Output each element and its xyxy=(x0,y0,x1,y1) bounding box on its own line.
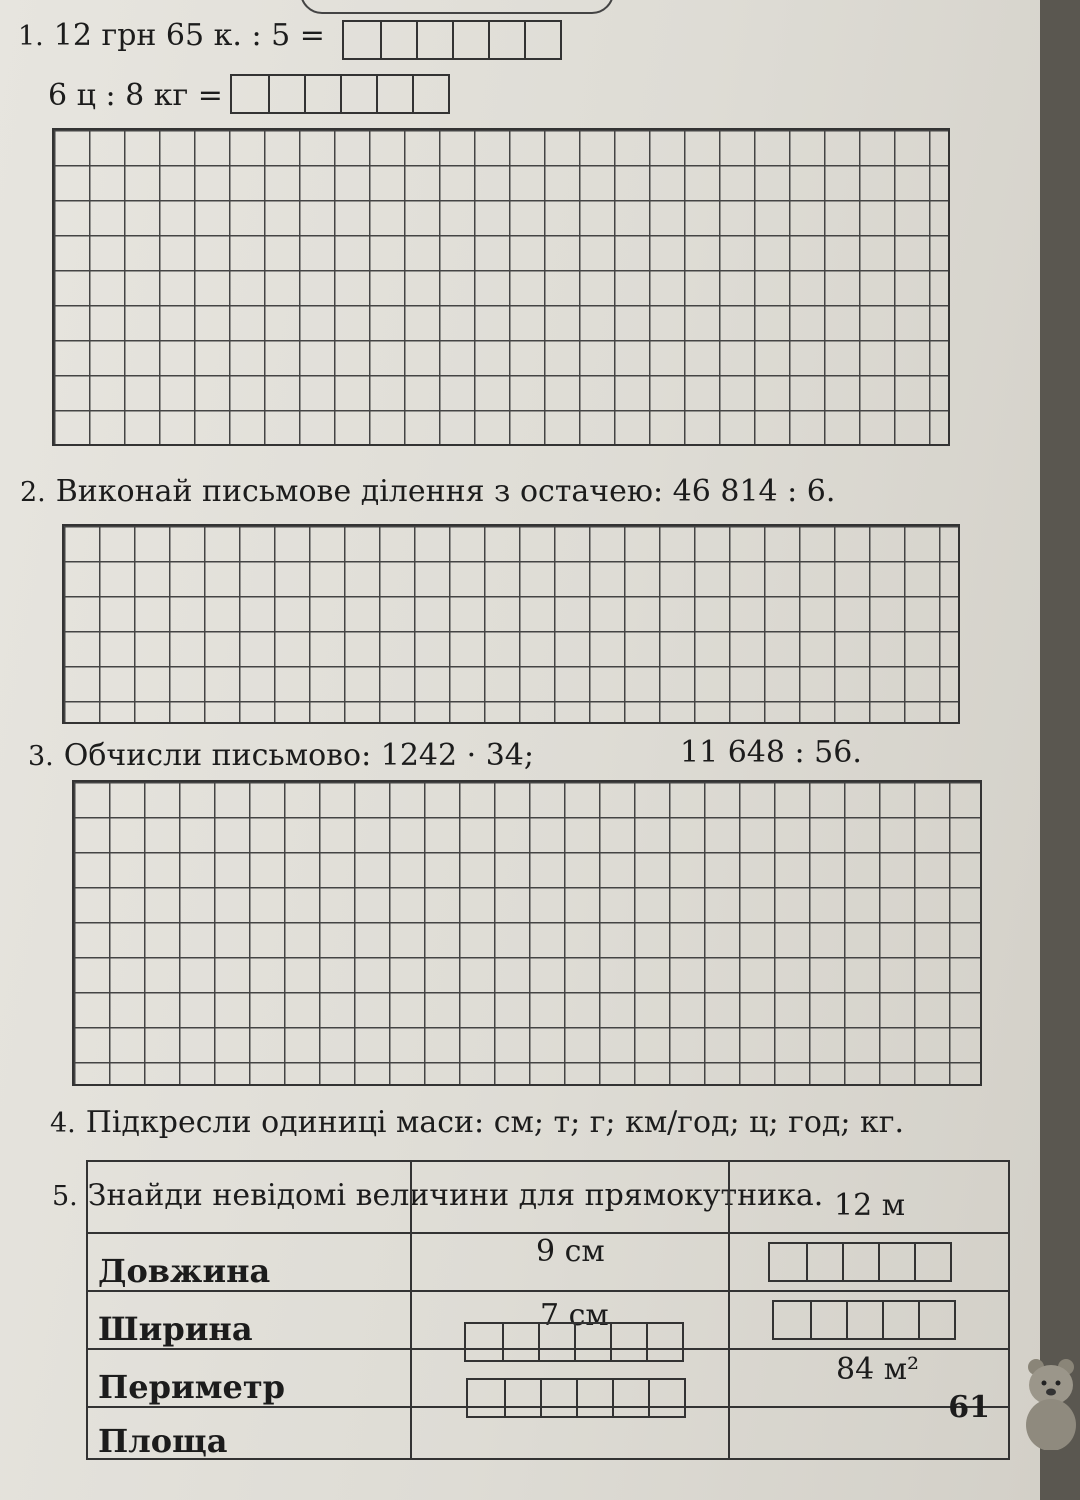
task-3-text: Обчисли письмово: 1242 · 34; xyxy=(63,738,534,773)
answer-cell[interactable] xyxy=(268,76,304,112)
task-4-heading xyxy=(50,1105,904,1140)
answer-cell[interactable] xyxy=(304,76,340,112)
answer-cell[interactable] xyxy=(540,1380,576,1416)
task-1-line-1 xyxy=(18,18,325,53)
answer-cell[interactable] xyxy=(576,1380,612,1416)
width-answer-cells-2[interactable] xyxy=(772,1300,956,1340)
answer-cell[interactable] xyxy=(648,1380,684,1416)
answer-cell[interactable] xyxy=(918,1302,954,1338)
row-label-perimeter: Периметр xyxy=(98,1368,286,1406)
answer-cell[interactable] xyxy=(774,1302,810,1338)
answer-cell[interactable] xyxy=(340,76,376,112)
answer-cell[interactable] xyxy=(770,1244,806,1280)
task-3-number: 3. xyxy=(28,741,54,772)
page-number: 61 xyxy=(948,1390,990,1425)
task-5-number: 5. xyxy=(52,1181,78,1212)
header-tab-outline xyxy=(300,0,614,14)
task-1-work-grid[interactable] xyxy=(52,128,950,446)
length-value-2: 12 м xyxy=(834,1188,906,1223)
row-label-width: Ширина xyxy=(98,1310,253,1348)
task-2-heading xyxy=(20,474,835,509)
answer-cell[interactable] xyxy=(502,1324,538,1360)
area-value-2: 84 м² xyxy=(836,1352,920,1387)
answer-cell[interactable] xyxy=(610,1324,646,1360)
answer-cell[interactable] xyxy=(468,1380,504,1416)
row-label-length: Довжина xyxy=(98,1252,271,1290)
task-2-work-grid[interactable] xyxy=(62,524,960,724)
task-2-text: Виконай письмове ділення з остачею: 46 814 : 6. xyxy=(55,474,836,509)
answer-cell[interactable] xyxy=(376,76,412,112)
answer-cell[interactable] xyxy=(344,22,380,58)
answer-cell[interactable] xyxy=(504,1380,540,1416)
row-label-area: Площа xyxy=(98,1422,228,1460)
page-edge-shadow xyxy=(1040,0,1080,1500)
answer-cell[interactable] xyxy=(412,76,448,112)
bear-mascot-icon xyxy=(1022,1355,1080,1450)
width-value-1: 7 см xyxy=(540,1298,609,1333)
answer-cell[interactable] xyxy=(646,1324,682,1360)
task-1-number: 1. xyxy=(18,21,44,52)
task-1-answer-cells-2[interactable] xyxy=(230,74,450,114)
task-1-expression-1: 12 грн 65 к. : 5 = xyxy=(53,18,325,53)
task-4-text[interactable]: Підкресли одиниці маси: см; т; г; км/год; ц; год; кг. xyxy=(85,1105,904,1140)
task-1-expression-2: 6 ц : 8 кг = xyxy=(48,78,223,113)
answer-cell[interactable] xyxy=(882,1302,918,1338)
answer-cell[interactable] xyxy=(524,22,560,58)
perimeter-answer-cells-1[interactable] xyxy=(464,1322,684,1362)
length-answer-cells-2[interactable] xyxy=(768,1242,952,1282)
task-1-answer-cells-1[interactable] xyxy=(342,20,562,60)
answer-cell[interactable] xyxy=(232,76,268,112)
answer-cell[interactable] xyxy=(488,22,524,58)
answer-cell[interactable] xyxy=(810,1302,846,1338)
task-3-work-grid[interactable] xyxy=(72,780,982,1086)
answer-cell[interactable] xyxy=(452,22,488,58)
answer-cell[interactable] xyxy=(806,1244,842,1280)
answer-cell[interactable] xyxy=(878,1244,914,1280)
task-3-expression-2: 11 648 : 56. xyxy=(680,735,862,770)
answer-cell[interactable] xyxy=(380,22,416,58)
area-answer-cells-1[interactable] xyxy=(466,1378,686,1418)
answer-cell[interactable] xyxy=(846,1302,882,1338)
task-4-number: 4. xyxy=(50,1108,76,1139)
answer-cell[interactable] xyxy=(538,1324,574,1360)
answer-cell[interactable] xyxy=(574,1324,610,1360)
answer-cell[interactable] xyxy=(914,1244,950,1280)
answer-cell[interactable] xyxy=(612,1380,648,1416)
task-3-heading xyxy=(28,738,534,773)
rectangle-table xyxy=(86,1160,1010,1460)
task-2-number: 2. xyxy=(20,477,46,508)
length-value-1: 9 см xyxy=(536,1234,605,1269)
answer-cell[interactable] xyxy=(466,1324,502,1360)
answer-cell[interactable] xyxy=(842,1244,878,1280)
answer-cell[interactable] xyxy=(416,22,452,58)
task-5-text: Знайди невідомі величини для прямокутника. xyxy=(87,1178,824,1213)
